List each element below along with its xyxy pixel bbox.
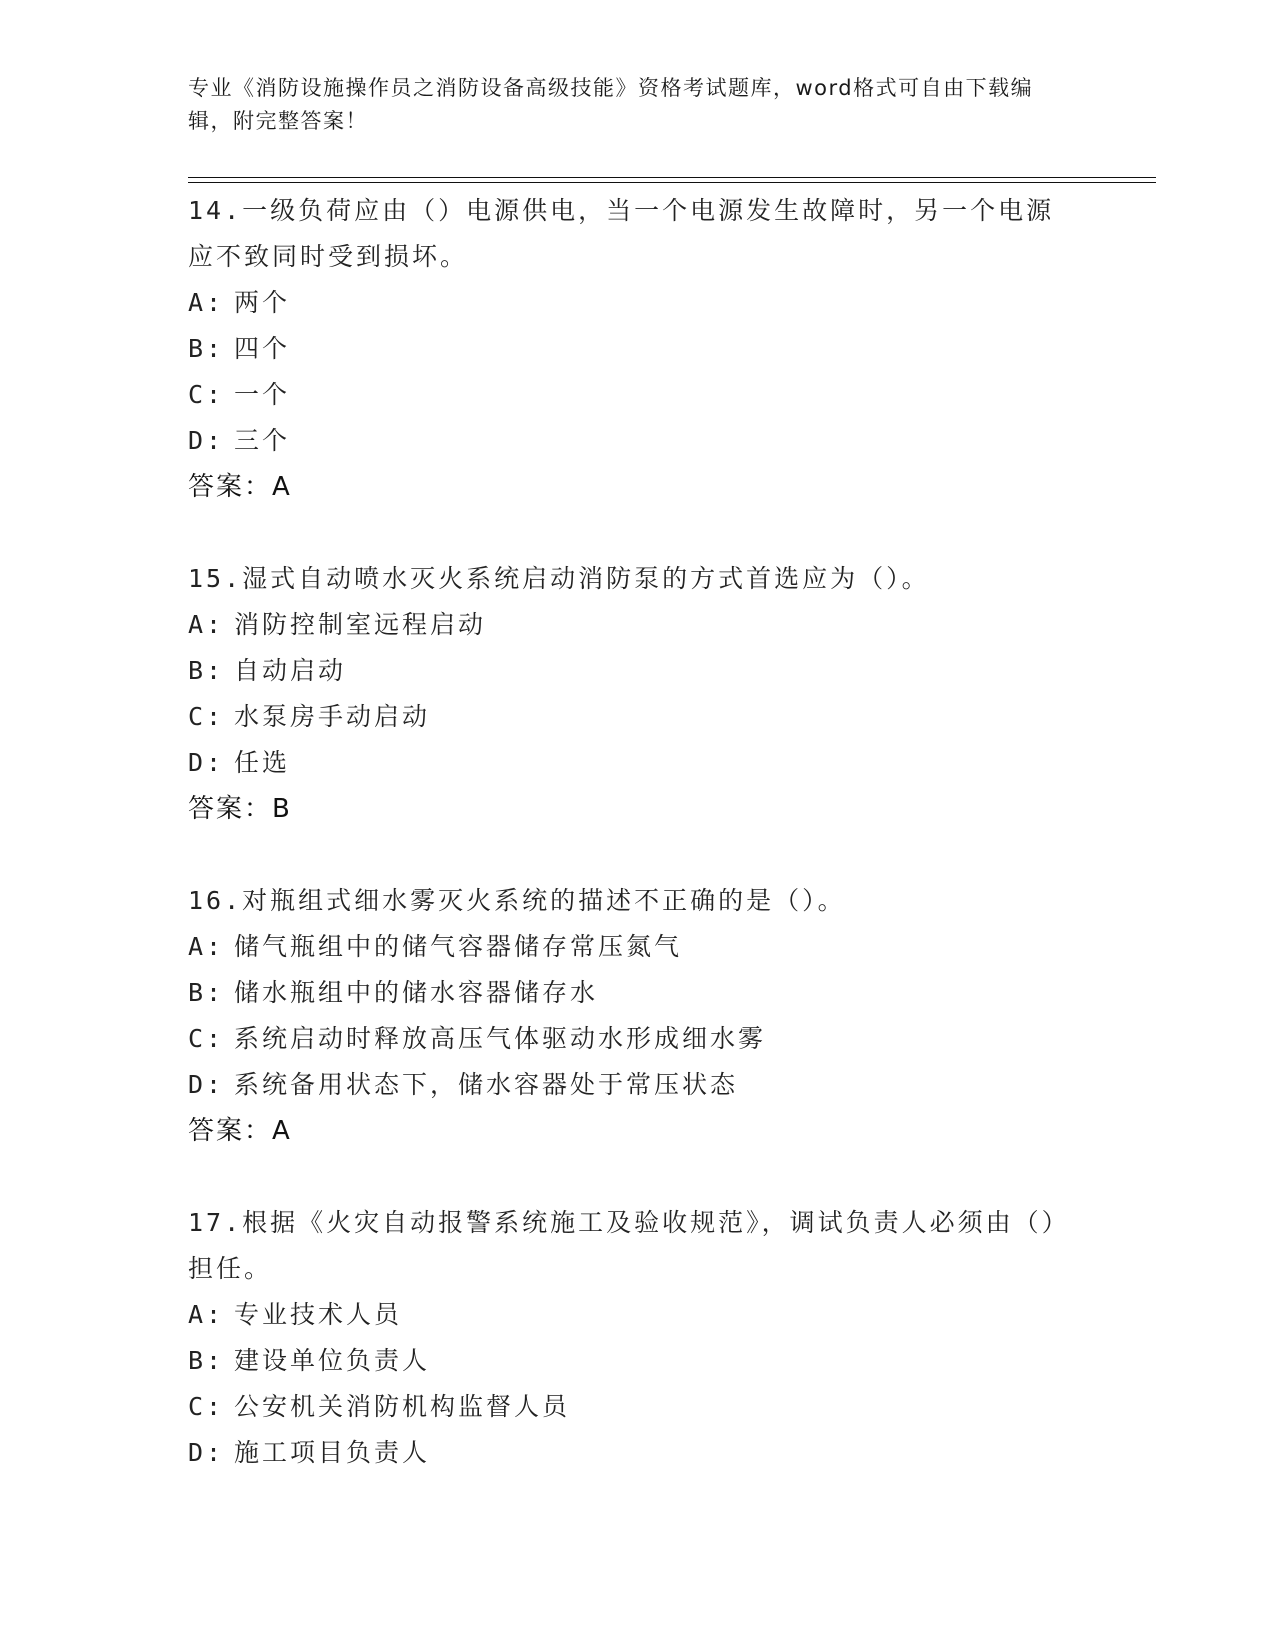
option-key: C: [188, 702, 225, 731]
option-key: C: [188, 1024, 225, 1053]
option-text: 三个 [234, 426, 291, 455]
option-d [188, 1430, 1088, 1476]
answer-label: 答案：A [188, 1116, 292, 1146]
option-text: 储水瓶组中的储水容器储存水 [234, 978, 599, 1007]
option-c [188, 1384, 1088, 1430]
question-title: 15.湿式自动喷水灭火系统启动消防泵的方式首选应为（）。 [188, 564, 930, 593]
option-text: 自动启动 [234, 656, 347, 685]
option-text: 消防控制室远程启动 [234, 610, 487, 639]
option-key: B: [188, 656, 225, 685]
option-d [188, 740, 1088, 786]
option-d [188, 418, 1088, 464]
option-d [188, 1062, 1088, 1108]
option-b [188, 1338, 1088, 1384]
option-a [188, 280, 1088, 326]
question-14 [188, 188, 1088, 510]
answer-label: 答案：B [188, 794, 292, 824]
question-title: 16.对瓶组式细水雾灭火系统的描述不正确的是（）。 [188, 886, 846, 915]
option-key: A: [188, 1300, 225, 1329]
option-text: 系统备用状态下，储水容器处于常压状态 [234, 1070, 739, 1099]
question-list [188, 188, 1088, 1522]
option-text: 公安机关消防机构监督人员 [234, 1392, 571, 1421]
option-text: 任选 [234, 748, 291, 777]
option-key: D: [188, 1070, 225, 1099]
answer-label: 答案：A [188, 472, 292, 502]
option-text: 一个 [234, 380, 291, 409]
question-15 [188, 556, 1088, 832]
question-17 [188, 1200, 1088, 1476]
option-key: C: [188, 1392, 225, 1421]
option-key: B: [188, 978, 225, 1007]
option-a [188, 924, 1088, 970]
header-divider-bottom [188, 182, 1156, 183]
option-key: B: [188, 1346, 225, 1375]
option-key: B: [188, 334, 225, 363]
option-text: 系统启动时释放高压气体驱动水形成细水雾 [234, 1024, 767, 1053]
header-divider-top [188, 177, 1156, 178]
document-header: 专业《消防设施操作员之消防设备高级技能》资格考试题库，word格式可自由下载编辑，附完整答案！ [188, 76, 1034, 133]
option-b [188, 326, 1088, 372]
option-key: D: [188, 748, 225, 777]
option-text: 水泵房手动启动 [234, 702, 431, 731]
option-text: 两个 [234, 288, 291, 317]
option-text: 四个 [234, 334, 291, 363]
question-16 [188, 878, 1088, 1154]
option-c [188, 1016, 1088, 1062]
option-a [188, 1292, 1088, 1338]
option-key: C: [188, 380, 225, 409]
question-title: 14.一级负荷应由（）电源供电，当一个电源发生故障时，另一个电源应不致同时受到损坏。 [188, 196, 1055, 271]
option-key: A: [188, 610, 225, 639]
option-text: 储气瓶组中的储气容器储存常压氮气 [234, 932, 683, 961]
option-a [188, 602, 1088, 648]
option-c [188, 694, 1088, 740]
option-b [188, 648, 1088, 694]
option-text: 专业技术人员 [234, 1300, 403, 1329]
option-text: 施工项目负责人 [234, 1438, 431, 1467]
option-text: 建设单位负责人 [234, 1346, 431, 1375]
option-key: D: [188, 426, 225, 455]
option-b [188, 970, 1088, 1016]
option-key: A: [188, 932, 225, 961]
option-key: D: [188, 1438, 225, 1467]
question-title: 17.根据《火灾自动报警系统施工及验收规范》，调试负责人必须由（）担任。 [188, 1208, 1058, 1283]
option-c [188, 372, 1088, 418]
option-key: A: [188, 288, 225, 317]
